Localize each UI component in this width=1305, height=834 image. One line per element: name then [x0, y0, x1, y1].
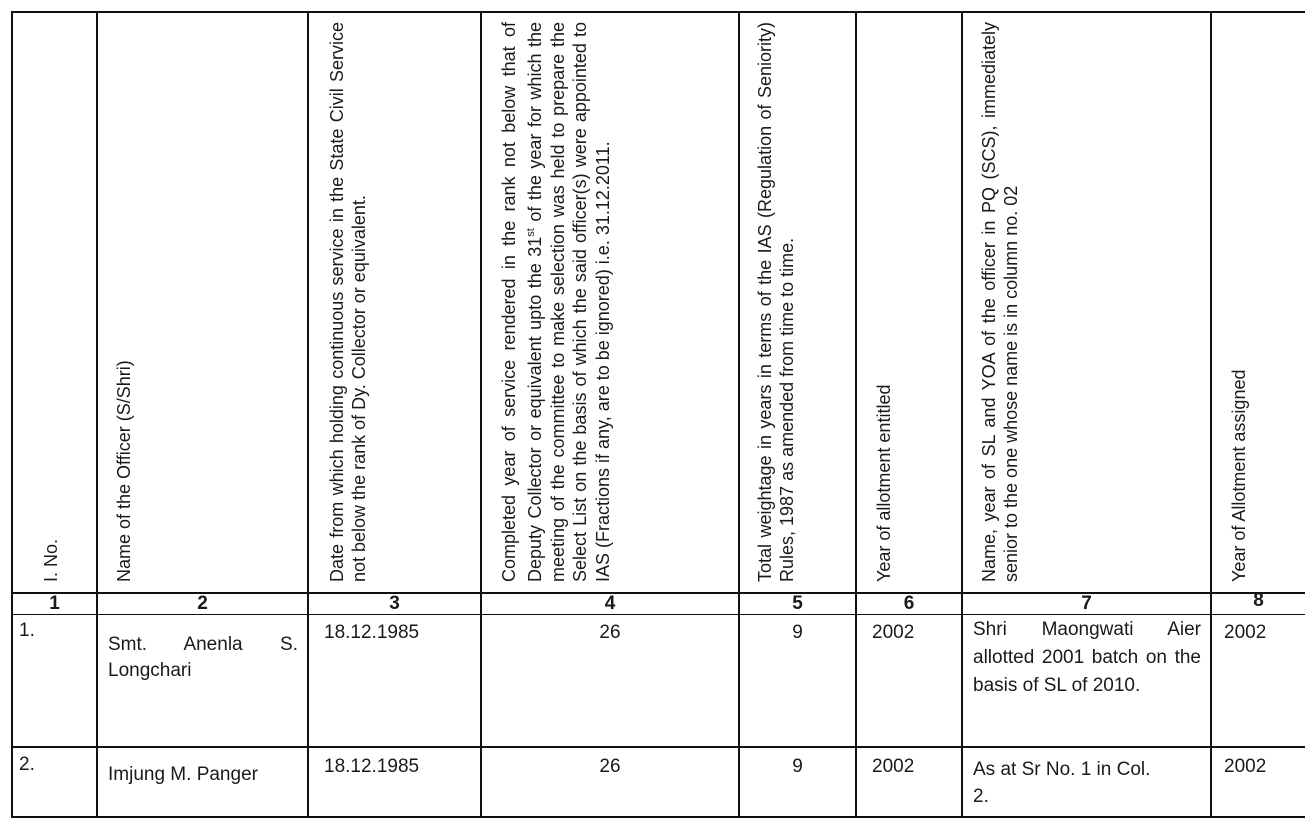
header-col-1: I. No.	[41, 538, 61, 582]
col-divider-1	[96, 11, 98, 818]
header-col-8: Year of Allotment assigned	[1229, 369, 1249, 582]
col-divider-6	[961, 11, 963, 818]
row-1-entitled: 2002	[872, 622, 915, 643]
table-border-top	[11, 11, 1305, 13]
row-2-senior: As at Sr No. 1 in Col. 2.	[973, 759, 1151, 807]
row-2-sno: 2.	[19, 754, 35, 775]
row-1-years: 26	[599, 622, 621, 643]
header-col-4: Completed year of service rendered in the rank not below that of Deputy Collector or equivalent upto the 31st of the year for which the meeting of the committee to make selection was held to prepare the Select List on the basis of which the said officer(s) were appointed to IAS (Fractions if any, are to be ignored) i.e. 31.12.2011.	[499, 22, 613, 582]
row-1-date: 18.12.1985	[324, 622, 420, 643]
col-number-5: 5	[792, 593, 803, 614]
col-divider-5	[855, 11, 857, 818]
row-1-sno: 1.	[19, 620, 35, 641]
col-divider-3	[480, 11, 482, 818]
col-number-4: 4	[604, 593, 616, 614]
row-1-weightage: 9	[792, 622, 803, 643]
col-number-7: 7	[1081, 593, 1092, 614]
col-divider-7	[1210, 11, 1212, 818]
row-1-senior: Shri Maongwati Aier allotted 2001 batch on the basis of SL of 2010.	[973, 619, 1201, 696]
col-divider-4	[738, 11, 740, 818]
col-divider-2	[307, 11, 309, 818]
row-2-assigned: 2002	[1224, 756, 1267, 777]
col-number-3: 3	[389, 593, 400, 614]
row-1-assigned: 2002	[1224, 622, 1267, 643]
row-2-name: Imjung M. Panger	[108, 764, 258, 785]
header-col-3: Date from which holding continuous service in the State Civil Service not below the rank of Dy. Collector or equivalent.	[327, 22, 370, 582]
row-2-weightage: 9	[792, 756, 803, 777]
col-number-1: 1	[49, 593, 60, 614]
header-col-7: Name, year of SL and YOA of the officer in PQ (SCS), immediately senior to the one whose name is in column no. 02	[979, 22, 1022, 582]
col-number-6: 6	[903, 593, 915, 614]
row-2-entitled: 2002	[872, 756, 915, 777]
row-1-name: Smt. Anenla S. Longchari	[108, 634, 298, 681]
header-col-5: Total weightage in years in terms of the IAS (Regulation of Seniority) Rules, 1987 as amended from time to time.	[755, 22, 798, 582]
row-2-date: 18.12.1985	[324, 756, 420, 777]
header-col-2: Name of the Officer (S/Shri)	[114, 360, 134, 582]
row-2-years: 26	[599, 756, 621, 777]
col-border-left	[11, 11, 13, 818]
col-number-8: 8	[1253, 590, 1264, 611]
row-1-divider	[11, 746, 1305, 748]
col-number-2: 2	[197, 593, 208, 614]
table-border-bottom	[11, 816, 1305, 818]
header-col-6: Year of allotment entitled	[874, 384, 894, 582]
